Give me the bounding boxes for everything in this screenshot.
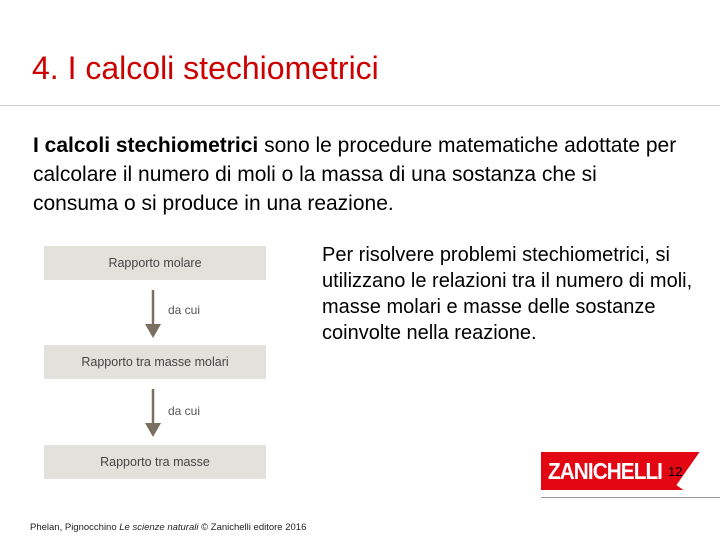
slide-title: 4. I calcoli stechiometrici [32, 50, 379, 86]
box-rapporto-masse: Rapporto tra masse [44, 445, 266, 479]
box-rapporto-masse-molari: Rapporto tra masse molari [44, 345, 266, 379]
intro-bold-term: I calcoli stechiometrici [33, 134, 259, 157]
logo-text: ZANICHELLI [548, 458, 663, 484]
title-divider [0, 105, 720, 106]
down-arrow-icon [140, 387, 166, 439]
intro-paragraph [33, 131, 683, 218]
credits-publisher: © Zanichelli editore 2016 [198, 522, 307, 533]
logo-corner-cut [676, 452, 720, 490]
credits-book-title: Le scienze naturali [119, 522, 199, 533]
connector-label: da cui [168, 404, 201, 418]
flow-diagram [44, 246, 266, 480]
zanichelli-logo [541, 452, 720, 490]
box-rapporto-molare: Rapporto molare [44, 246, 266, 280]
connector-label: da cui [168, 303, 201, 317]
down-arrow-icon [140, 288, 166, 340]
page-number: 12 [668, 464, 683, 479]
intro-text: sono le procedure matematiche adottate per calcolare il numero di moli o la massa di una sostanza che si consuma o si produce in una reazione. [33, 134, 677, 215]
credits-authors: Phelan, Pignocchino [30, 522, 120, 533]
footer-credits [30, 522, 306, 533]
footer-divider [541, 497, 720, 498]
side-paragraph: Per risolvere problemi stechiometrici, si utilizzano le relazioni tra il numero di moli, masse molari e masse delle sostanze coinvolte nella reazione. [322, 244, 693, 344]
